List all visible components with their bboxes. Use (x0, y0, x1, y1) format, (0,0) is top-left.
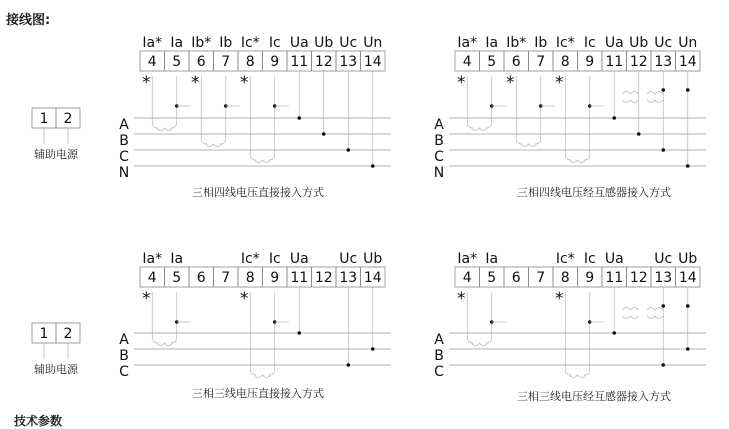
ct-lead (565, 292, 571, 375)
pt-coil (623, 308, 639, 311)
terminal-label: Ib* (191, 35, 212, 51)
ct-coil (521, 144, 537, 147)
terminal-number: 9 (270, 270, 280, 286)
ct-coil (472, 343, 488, 346)
terminal-number: 9 (585, 270, 595, 286)
terminal-number: 14 (678, 270, 697, 286)
terminal-label: Ub (363, 251, 383, 267)
terminal-label: Ia* (142, 251, 163, 267)
terminal-number: 7 (221, 54, 231, 70)
terminal-number: 12 (314, 270, 333, 286)
terminal-number: 6 (196, 270, 206, 286)
voltage-dot (661, 148, 665, 152)
diagram-caption: 三相三线电压经互感器接入方式 (517, 390, 671, 403)
ct-lead (486, 292, 492, 343)
wiring-diagram-3 (32, 251, 391, 400)
terminal-number: 4 (462, 54, 472, 70)
pt-dot (686, 88, 690, 92)
voltage-dot (637, 132, 641, 136)
terminal-number: 13 (339, 270, 358, 286)
polarity-mark: * (555, 73, 564, 93)
terminal-label: Ib* (506, 35, 527, 51)
pt-coil (647, 308, 663, 311)
phase-label: A (434, 117, 444, 133)
phase-label: B (119, 348, 129, 364)
voltage-dot (346, 363, 350, 367)
ct-coil (255, 160, 271, 163)
terminal-label: Uc (654, 251, 673, 267)
terminal-label: Uc (339, 35, 358, 51)
terminal-label: Un (678, 35, 698, 51)
ct-lead (467, 76, 473, 128)
aux-terminal-number: 2 (63, 111, 73, 127)
pt-coil (647, 92, 663, 95)
aux-power-label: 辅助电源 (34, 363, 78, 376)
terminal-number: 6 (196, 54, 206, 70)
terminal-label: Ib (534, 35, 548, 51)
terminal-number: 9 (270, 54, 280, 70)
voltage-dot (686, 347, 690, 351)
terminal-label: Ia (485, 251, 499, 267)
terminal-number: 5 (487, 270, 497, 286)
voltage-dot (297, 331, 301, 335)
terminal-number: 7 (536, 270, 546, 286)
terminal-number: 12 (314, 54, 333, 70)
terminal-number: 12 (629, 54, 648, 70)
ct-coil (255, 375, 271, 378)
phase-label: C (119, 149, 129, 165)
terminal-number: 14 (363, 270, 382, 286)
voltage-dot (371, 164, 375, 168)
terminal-label: Ic* (555, 35, 575, 51)
polarity-mark: * (240, 289, 249, 309)
terminal-label: Ub (629, 35, 649, 51)
terminal-number: 8 (245, 54, 255, 70)
terminal-number: 14 (678, 54, 697, 70)
terminal-label: Ic (583, 35, 596, 51)
polarity-mark: * (142, 73, 151, 93)
phase-label: C (119, 364, 129, 380)
ct-coil (570, 375, 586, 378)
polarity-mark: * (240, 73, 249, 93)
voltage-dot (661, 363, 665, 367)
ct-lead (152, 76, 158, 128)
aux-power-label: 辅助电源 (34, 148, 78, 161)
phase-label: B (434, 348, 444, 364)
ct-lead (171, 292, 177, 343)
terminal-label: Ua (604, 35, 624, 51)
phase-label: A (119, 332, 129, 348)
terminal-number: 5 (172, 54, 182, 70)
terminal-label: Ua (289, 251, 309, 267)
phase-label: A (434, 332, 444, 348)
ct-lead (584, 292, 590, 375)
terminal-label: Ic (268, 251, 281, 267)
phase-label: A (119, 117, 129, 133)
pt-coil (623, 92, 639, 95)
terminal-number: 4 (147, 54, 157, 70)
terminal-number: 5 (172, 270, 182, 286)
pt-coil (623, 100, 639, 103)
terminal-label: Ia (170, 251, 184, 267)
ct-lead (250, 292, 256, 375)
terminal-number: 7 (536, 54, 546, 70)
polarity-mark: * (457, 73, 466, 93)
voltage-dot (686, 164, 690, 168)
terminal-label: Ia* (142, 35, 163, 51)
wiring-diagram-2 (434, 35, 706, 199)
polarity-mark: * (506, 73, 515, 93)
polarity-mark: * (457, 289, 466, 309)
ct-coil (157, 128, 173, 131)
terminal-label: Uc (339, 251, 358, 267)
terminal-label: Ic* (240, 35, 260, 51)
phase-label: N (118, 165, 130, 181)
phase-label: B (434, 133, 444, 149)
ct-lead (486, 76, 492, 128)
voltage-dot (346, 148, 350, 152)
phase-label: C (434, 149, 444, 165)
page-title: 接线图: (6, 13, 51, 28)
terminal-label: Un (363, 35, 383, 51)
terminal-number: 6 (511, 270, 521, 286)
terminal-number: 5 (487, 54, 497, 70)
voltage-dot (612, 331, 616, 335)
phase-label: N (433, 165, 445, 181)
ct-lead (152, 292, 158, 343)
ct-lead (269, 292, 275, 375)
terminal-number: 6 (511, 54, 521, 70)
terminal-number: 11 (605, 270, 624, 286)
terminal-label: Ic* (240, 251, 260, 267)
terminal-label: Ia* (457, 35, 478, 51)
terminal-label: Ib (219, 35, 233, 51)
diagram-caption: 三相四线电压直接接入方式 (192, 186, 324, 199)
aux-terminal-number: 1 (39, 326, 49, 342)
ct-lead (467, 292, 473, 343)
ct-coil (157, 343, 173, 346)
pt-coil (647, 316, 663, 319)
terminal-label: Ia* (457, 251, 478, 267)
diagram-caption: 三相四线电压经互感器接入方式 (517, 186, 671, 199)
aux-terminal-number: 2 (63, 326, 73, 342)
ct-coil (206, 144, 222, 147)
terminal-number: 13 (654, 54, 673, 70)
voltage-dot (297, 116, 301, 120)
terminal-label: Ic (583, 251, 596, 267)
terminal-number: 13 (339, 54, 358, 70)
terminal-label: Uc (654, 35, 673, 51)
voltage-dot (612, 116, 616, 120)
pt-dot (686, 304, 690, 308)
terminal-label: Ia (485, 35, 499, 51)
ct-coil (570, 160, 586, 163)
terminal-number: 8 (560, 270, 570, 286)
terminal-number: 11 (290, 54, 309, 70)
terminal-number: 13 (654, 270, 673, 286)
pt-coil (647, 100, 663, 103)
terminal-label: Ua (289, 35, 309, 51)
terminal-number: 4 (462, 270, 472, 286)
phase-label: C (434, 364, 444, 380)
terminal-label: Ia (170, 35, 184, 51)
terminal-label: Ub (678, 251, 698, 267)
pt-dot (661, 304, 665, 308)
pt-coil (623, 316, 639, 319)
polarity-mark: * (191, 73, 200, 93)
terminal-label: Ic* (555, 251, 575, 267)
diagram-caption: 三相三线电压直接接入方式 (192, 387, 324, 400)
polarity-mark: * (555, 289, 564, 309)
terminal-number: 9 (585, 54, 595, 70)
terminal-number: 4 (147, 270, 157, 286)
terminal-number: 11 (605, 54, 624, 70)
aux-terminal-number: 1 (39, 111, 49, 127)
phase-label: B (119, 133, 129, 149)
ct-lead (171, 76, 177, 128)
polarity-mark: * (142, 289, 151, 309)
terminal-number: 12 (629, 270, 648, 286)
terminal-number: 7 (221, 270, 231, 286)
terminal-number: 8 (560, 54, 570, 70)
ct-coil (472, 128, 488, 131)
wiring-diagram-1 (32, 35, 391, 199)
terminal-number: 11 (290, 270, 309, 286)
wiring-diagram-4 (434, 251, 706, 403)
terminal-number: 8 (245, 270, 255, 286)
voltage-dot (371, 347, 375, 351)
pt-dot (661, 88, 665, 92)
terminal-number: 14 (363, 54, 382, 70)
voltage-dot (322, 132, 326, 136)
next-section-heading: 技术参数 (14, 414, 63, 428)
terminal-label: Ic (268, 35, 281, 51)
terminal-label: Ua (604, 251, 624, 267)
terminal-label: Ub (314, 35, 334, 51)
